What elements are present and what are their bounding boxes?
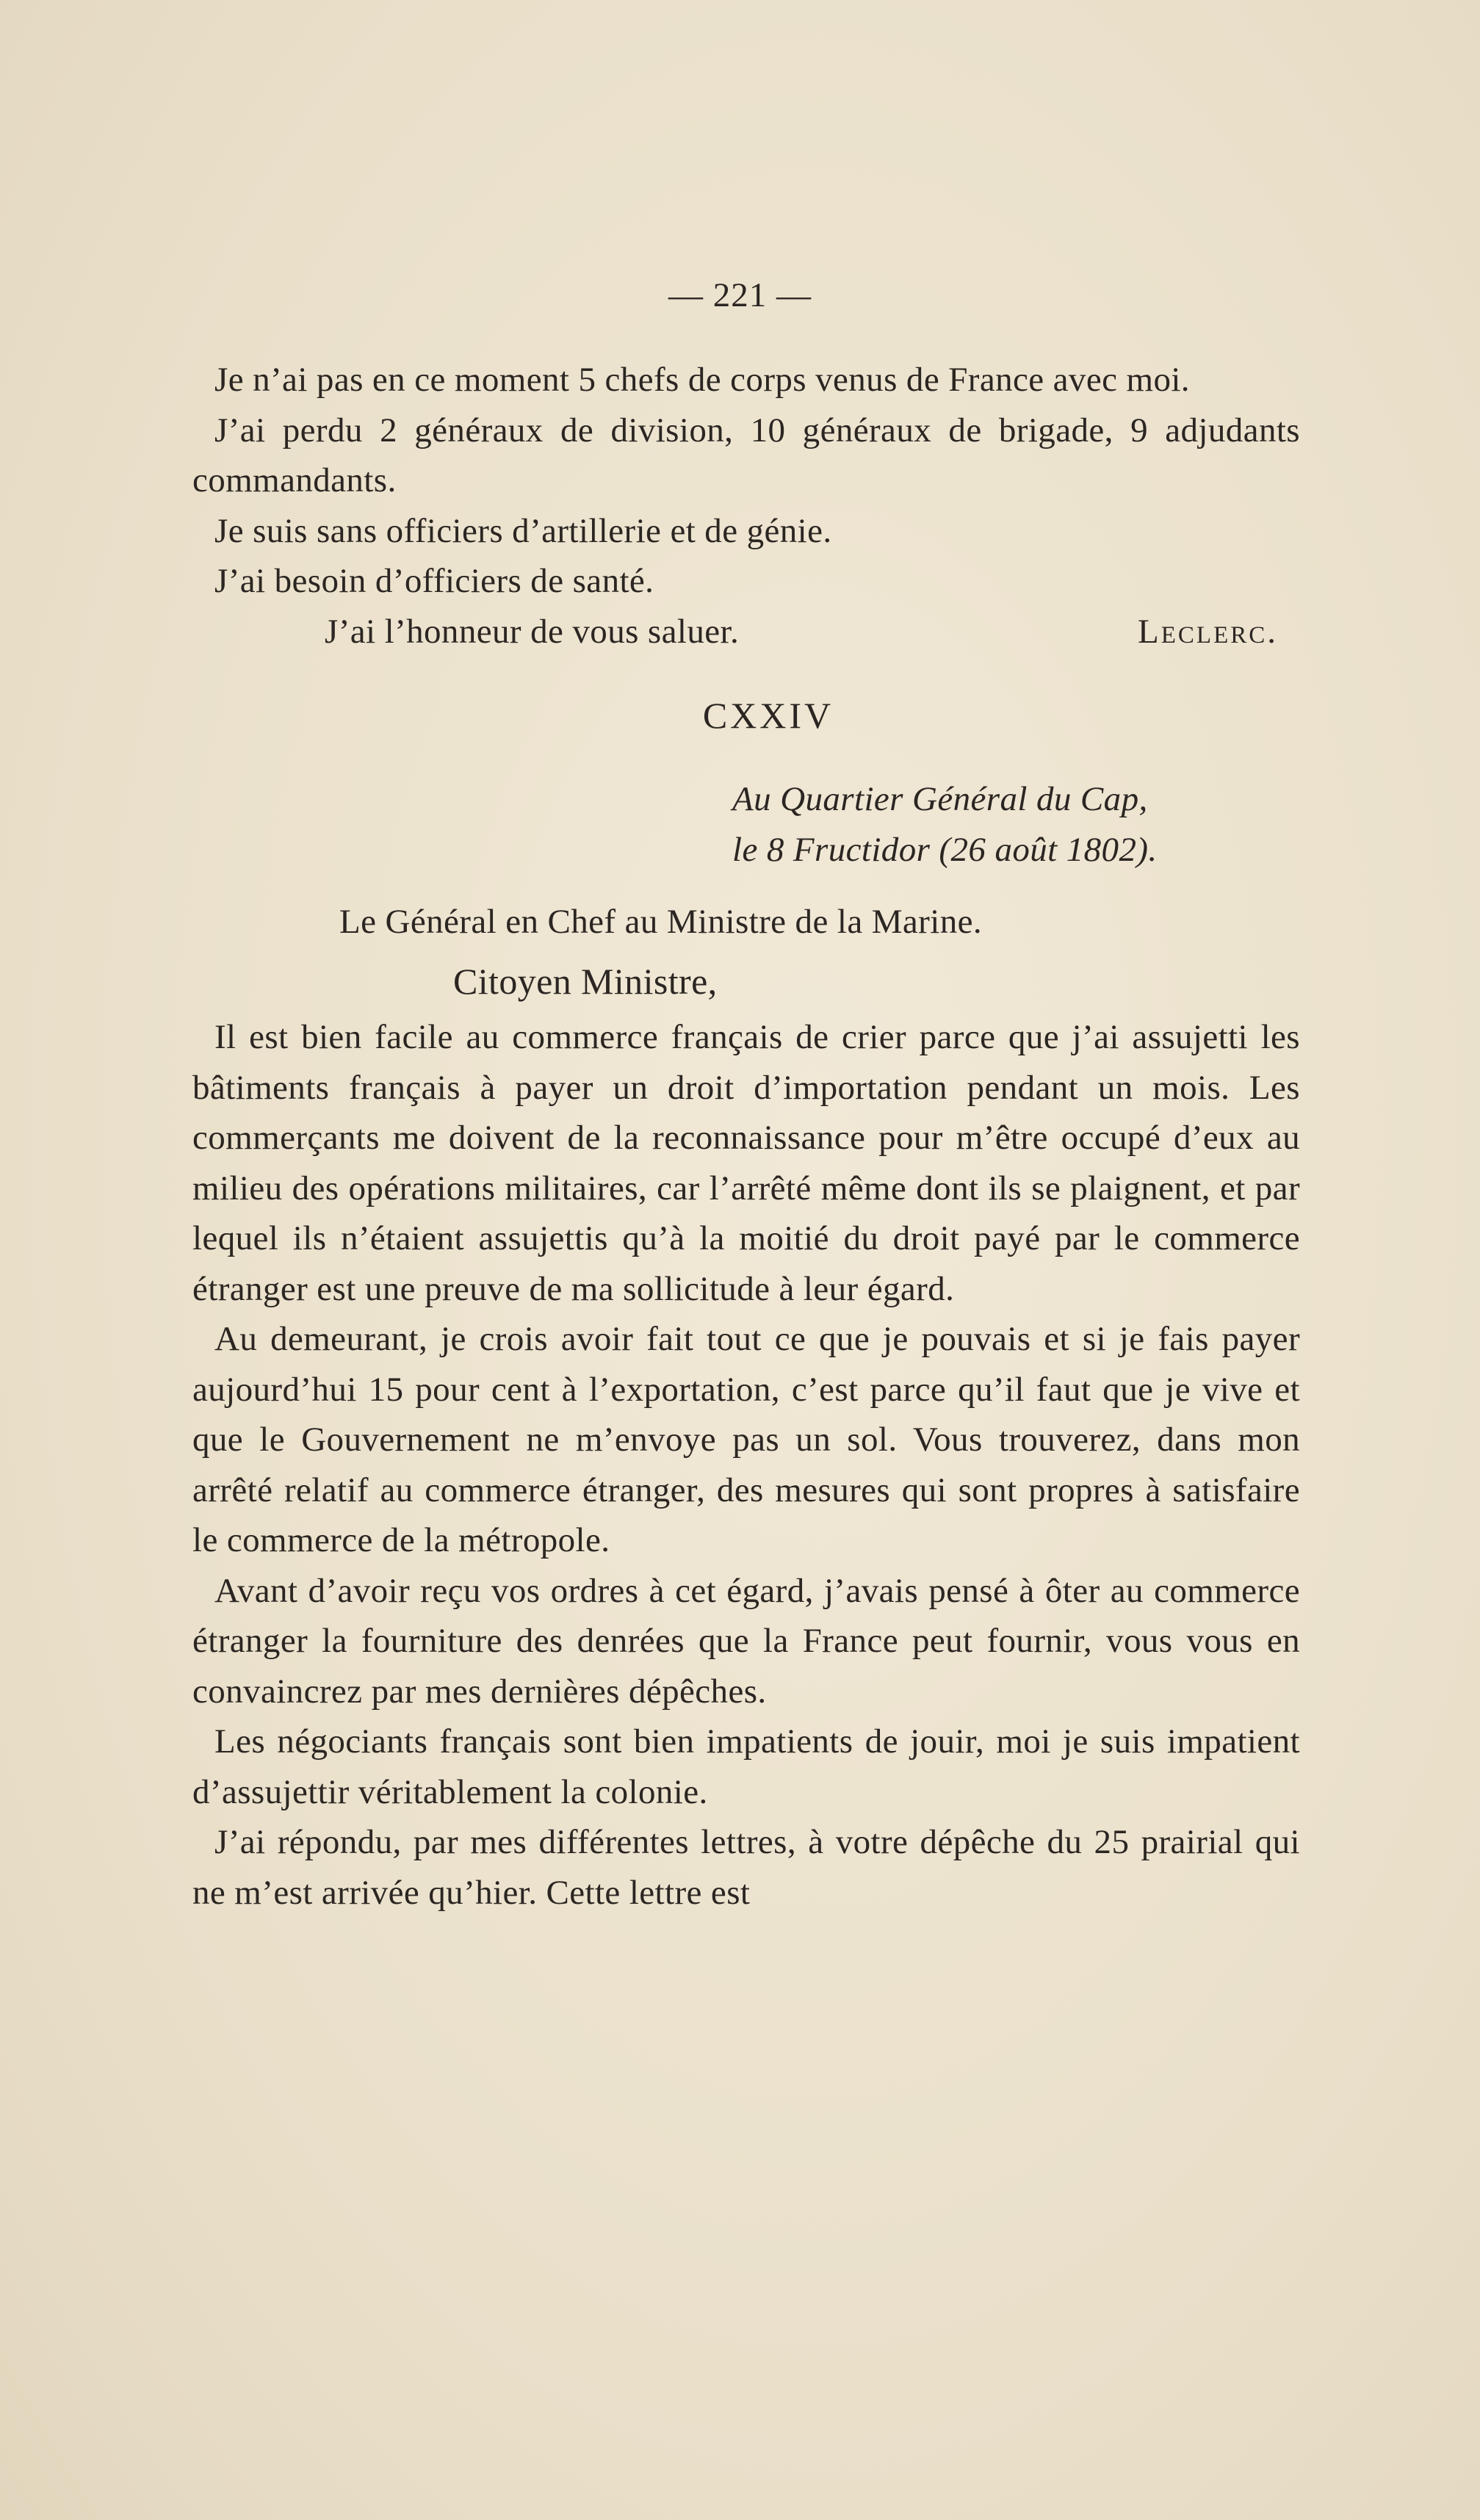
page-number: — 221 —: [668, 276, 812, 314]
salutation: Citoyen Ministre,: [453, 960, 718, 1002]
document-place: Au Quartier Général du Cap,: [732, 780, 1148, 818]
letter-line: Je n’ai pas en ce moment 5 chefs de corps venus de France avec moi.: [214, 361, 1190, 399]
letter-end: [192, 355, 1300, 1918]
closing-formula: J’ai l’honneur de vous saluer.: [325, 612, 740, 651]
letter-closing: [192, 607, 1300, 657]
letter-line: J’ai besoin d’officiers de santé.: [214, 562, 654, 600]
paragraph: Au demeurant, je crois avoir fait tout ce que je pouvais et si je fais payer aujourd’hui 15 pour cent à l’exportation, c’est parce qu’il faut que je vive et que le Gouvernement ne m’envoye pas un sol. Vous trouverez, dans mon arrêté relatif au commerce étranger, des mesures qui sont propres à satisfaire le commerce de la métropole.: [192, 1320, 1300, 1559]
document-addressee: Le Général en Chef au Ministre de la Marine.: [339, 903, 983, 941]
paragraph: Les négociants français sont bien impatients de jouir, moi je suis impatient d’assujettir véritablement la colonie.: [192, 1722, 1300, 1811]
document-date: le 8 Fructidor (26 août 1802).: [732, 830, 1158, 869]
letter-line: J’ai perdu 2 généraux de division, 10 généraux de brigade, 9 adjudants commandants.: [192, 411, 1300, 499]
paragraph: Il est bien facile au commerce français de crier parce que j’ai assujetti les bâtiments français à payer un droit d’importation pendant un mois. Les commerçants me doivent de la reconnaissance pour m’être occupé d’eux au milieu des opérations militaires, car l’arrêté même dont ils se plaignent, et par lequel ils n’étaient assujettis qu’à la moitié du droit payé par le commerce étranger est une preuve de ma sollicitude à leur égard.: [192, 1018, 1300, 1308]
document-number: CXXIV: [702, 695, 834, 736]
letter-line: Je suis sans officiers d’artillerie et de génie.: [214, 511, 832, 550]
signature: Leclerc.: [1138, 612, 1278, 651]
paragraph: J’ai répondu, par mes différentes lettres, à votre dépêche du 25 prairial qui ne m’est arrivée qu’hier. Cette lettre est: [192, 1823, 1300, 1912]
paragraph: Avant d’avoir reçu vos ordres à cet égard, j’avais pensé à ôter au commerce étranger la fourniture des denrées que la France peut fournir, vous vous en convaincrez par mes dernières dépêches.: [192, 1571, 1300, 1711]
